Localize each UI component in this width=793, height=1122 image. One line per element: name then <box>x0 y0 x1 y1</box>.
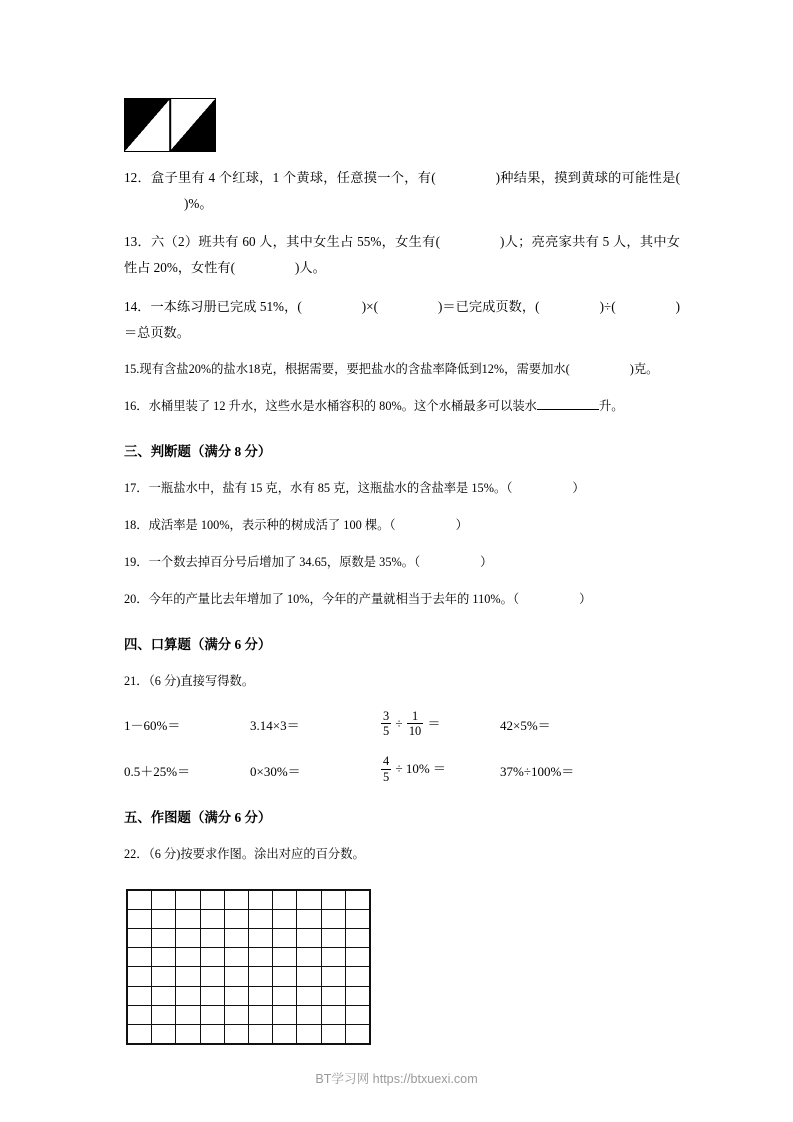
oral-expression: 37%÷100%＝ <box>500 763 575 779</box>
grid-cell[interactable] <box>200 890 224 910</box>
grid-row <box>127 1005 370 1024</box>
grid-cell[interactable] <box>127 986 152 1005</box>
question-15-text-b: )克。 <box>629 362 659 377</box>
grid-cell[interactable] <box>345 948 370 967</box>
grid-cell[interactable] <box>224 890 248 910</box>
numerator: 4 <box>383 754 390 769</box>
grid-cell[interactable] <box>321 948 345 967</box>
question-22-prompt: 22．（6 分)按要求作图。涂出对应的百分数。 <box>124 846 365 861</box>
grid-cell[interactable] <box>152 909 176 928</box>
question-17-tail: ） <box>572 481 585 496</box>
question-20-number: 20． <box>124 592 149 607</box>
grid-cell[interactable] <box>248 967 272 986</box>
question-12-text-a: 盒子里有 4 个红球，1 个黄球，任意摸一个，有( <box>150 170 436 185</box>
question-14-text-e: )＝总页数。 <box>124 298 680 340</box>
grid-row <box>127 1024 370 1044</box>
numerator: 1 <box>411 708 419 723</box>
question-19-text: 一个数去掉百分号后增加了 34.65，原数是 35%。（ <box>148 555 421 570</box>
grid-cell[interactable] <box>321 986 345 1005</box>
oral-expression: 3.14×3＝ <box>250 718 300 734</box>
grid-cell[interactable] <box>345 909 370 928</box>
grid-cell[interactable] <box>273 890 297 910</box>
question-18-tail: ） <box>455 518 468 533</box>
grid-cell[interactable] <box>297 928 321 947</box>
grid-cell[interactable] <box>273 928 297 947</box>
grid-cell[interactable] <box>152 1024 176 1044</box>
denominator: 5 <box>383 769 390 784</box>
grid-row <box>127 967 370 986</box>
grid-row <box>127 909 370 928</box>
hundred-grid-figure[interactable] <box>126 889 680 1046</box>
grid-cell[interactable] <box>127 967 152 986</box>
question-13 <box>124 229 680 280</box>
percent-operand: 10% ＝ <box>405 761 446 777</box>
page-content <box>124 0 680 1045</box>
question-13-text-a: 六（2）班共有 60 人，其中女生占 55%，女生有( <box>150 234 440 250</box>
question-20-tail: ） <box>579 592 592 607</box>
question-14-text-a: 一本练习册已完成 51%，( <box>150 298 302 314</box>
grid-cell[interactable] <box>321 890 345 910</box>
grid-cell[interactable] <box>345 986 370 1005</box>
question-18 <box>124 514 680 538</box>
question-16-number: 16． <box>124 399 149 414</box>
grid-cell[interactable] <box>297 967 321 986</box>
grid-cell[interactable] <box>248 948 272 967</box>
grid-cell[interactable] <box>200 986 224 1005</box>
oral-expression: 1－60%＝ <box>124 718 181 734</box>
answer-blank-underline[interactable] <box>537 409 599 410</box>
grid-cell[interactable] <box>200 1005 224 1024</box>
section-three-title: 三、判断题（满分 8 分） <box>124 444 272 460</box>
grid-cell[interactable] <box>224 1024 248 1044</box>
grid-cell[interactable] <box>297 986 321 1005</box>
question-13-number: 13． <box>124 234 151 250</box>
grid-row <box>127 986 370 1005</box>
grid-cell[interactable] <box>321 1024 345 1044</box>
grid-cell[interactable] <box>297 1005 321 1024</box>
question-16-text-a: 水桶里装了 12 升水，这些水是水桶容积的 80%。这个水桶最多可以装水 <box>148 399 537 414</box>
grid-cell[interactable] <box>273 1024 297 1044</box>
grid-cell[interactable] <box>248 909 272 928</box>
operator: ÷ <box>395 761 403 777</box>
grid-cell[interactable] <box>152 928 176 947</box>
fraction-four-fifths <box>381 754 391 784</box>
divider-line <box>169 99 171 151</box>
grid-cell[interactable] <box>273 967 297 986</box>
grid-cell[interactable] <box>224 948 248 967</box>
grid-cell[interactable] <box>321 909 345 928</box>
grid-cell[interactable] <box>176 909 200 928</box>
grid-cell[interactable] <box>127 948 152 967</box>
grid-cell[interactable] <box>345 967 370 986</box>
grid-cell[interactable] <box>200 967 224 986</box>
denominator: 5 <box>383 724 390 739</box>
question-13-text-c: )人。 <box>295 260 326 276</box>
question-19-tail: ） <box>480 555 493 570</box>
fraction-three-fifths <box>381 709 391 739</box>
question-16-text-b: 升。 <box>598 399 624 414</box>
oral-expression: 42×5%＝ <box>500 718 551 734</box>
question-18-text: 成活率是 100%，表示种的树成活了 100 棵。（ <box>148 518 396 533</box>
question-17-number: 17． <box>124 481 149 496</box>
question-15-number: 15. <box>124 362 140 377</box>
grid-cell[interactable] <box>321 1005 345 1024</box>
grid-cell[interactable] <box>200 948 224 967</box>
grid-cell[interactable] <box>152 890 176 910</box>
grid-cell[interactable] <box>248 928 272 947</box>
question-14-number: 14． <box>124 298 151 314</box>
grid-cell[interactable] <box>248 986 272 1005</box>
question-18-number: 18． <box>124 518 149 533</box>
question-21-prompt: 21．（6 分)直接写得数。 <box>124 673 255 688</box>
shaded-triangle-right <box>170 99 215 151</box>
question-12 <box>124 165 680 216</box>
grid-cell[interactable] <box>176 928 200 947</box>
grid-cell[interactable] <box>321 967 345 986</box>
question-14-text-b: )×( <box>361 298 378 314</box>
grid-row <box>127 890 370 910</box>
question-19 <box>124 551 680 575</box>
grid-cell[interactable] <box>224 909 248 928</box>
grid-cell[interactable] <box>176 986 200 1005</box>
grid-cell[interactable] <box>248 1024 272 1044</box>
grid-cell[interactable] <box>297 1024 321 1044</box>
section-four-title: 四、口算题（满分 6 分） <box>124 637 272 652</box>
grid-cell[interactable] <box>297 890 321 910</box>
grid-cell[interactable] <box>176 1005 200 1024</box>
oral-expression-fraction <box>380 710 500 740</box>
grid-cell[interactable] <box>248 890 272 910</box>
grid-cell[interactable] <box>176 890 200 910</box>
question-14-text-c: )＝已完成页数，( <box>437 298 540 314</box>
question-15 <box>124 358 680 382</box>
question-13-text-b: )人；亮亮家共有 5 人，其中女性占 20%，女性有( <box>124 234 680 276</box>
grid-cell[interactable] <box>345 1005 370 1024</box>
grid-cell[interactable] <box>127 1005 152 1024</box>
question-16 <box>124 395 680 419</box>
question-17-text: 一瓶盐水中，盐有 15 克，水有 85 克，这瓶盐水的含盐率是 15%。（ <box>148 481 513 496</box>
grid-row <box>127 948 370 967</box>
question-17 <box>124 477 680 501</box>
equals-sign: ＝ <box>427 715 441 731</box>
oral-row-1 <box>124 710 680 740</box>
grid-cell[interactable] <box>127 890 152 910</box>
question-12-text-b: )种结果，摸到黄球的可能性是( <box>495 170 680 185</box>
oral-expression: 0×30%＝ <box>250 763 301 779</box>
question-20-text: 今年的产量比去年增加了 10%，今年的产量就相当于去年的 110%。（ <box>148 592 520 607</box>
oral-expression: 0.5＋25%＝ <box>124 763 191 779</box>
question-15-text-a: 现有含盐20%的盐水18克，根据需要，要把盐水的含盐率降低到12%，需要加水( <box>139 362 570 377</box>
question-19-number: 19． <box>124 555 149 570</box>
question-14 <box>124 294 680 345</box>
grid-cell[interactable] <box>273 948 297 967</box>
grid-cell[interactable] <box>224 928 248 947</box>
grid-table[interactable] <box>126 889 371 1046</box>
question-20 <box>124 588 680 612</box>
grid-cell[interactable] <box>127 1024 152 1044</box>
grid-cell[interactable] <box>152 986 176 1005</box>
grid-cell[interactable] <box>248 1005 272 1024</box>
grid-cell[interactable] <box>152 1005 176 1024</box>
grid-cell[interactable] <box>345 928 370 947</box>
grid-cell[interactable] <box>224 967 248 986</box>
oral-row-2 <box>124 755 680 785</box>
question-14-text-d: )÷( <box>599 298 616 314</box>
section-five-title: 五、作图题（满分 6 分） <box>124 809 272 825</box>
question-12-number: 12． <box>124 170 151 185</box>
grid-cell[interactable] <box>176 967 200 986</box>
grid-cell[interactable] <box>297 948 321 967</box>
oral-expression-fraction <box>380 755 500 785</box>
grid-cell[interactable] <box>321 928 345 947</box>
grid-cell[interactable] <box>297 909 321 928</box>
grid-cell[interactable] <box>224 1005 248 1024</box>
question-12-text-c: )%。 <box>184 195 213 211</box>
numerator: 3 <box>383 708 390 723</box>
grid-cell[interactable] <box>345 1024 370 1044</box>
grid-cell[interactable] <box>176 948 200 967</box>
operator: ÷ <box>395 715 403 731</box>
fraction-one-tenth <box>407 709 423 739</box>
grid-cell[interactable] <box>273 1005 297 1024</box>
shaded-triangle-left <box>125 99 170 151</box>
grid-cell[interactable] <box>273 986 297 1005</box>
grid-cell[interactable] <box>200 909 224 928</box>
grid-cell[interactable] <box>152 948 176 967</box>
grid-cell[interactable] <box>127 909 152 928</box>
grid-cell[interactable] <box>273 909 297 928</box>
grid-cell[interactable] <box>224 986 248 1005</box>
half-shaded-rectangle-diagram <box>124 98 216 152</box>
grid-cell[interactable] <box>176 1024 200 1044</box>
grid-cell[interactable] <box>345 890 370 910</box>
grid-row <box>127 928 370 947</box>
grid-cell[interactable] <box>152 967 176 986</box>
grid-cell[interactable] <box>127 928 152 947</box>
denominator: 10 <box>408 724 422 739</box>
grid-cell[interactable] <box>200 928 224 947</box>
footer-watermark: BT学习网 https://btxuexi.com <box>315 1072 478 1086</box>
grid-cell[interactable] <box>200 1024 224 1044</box>
